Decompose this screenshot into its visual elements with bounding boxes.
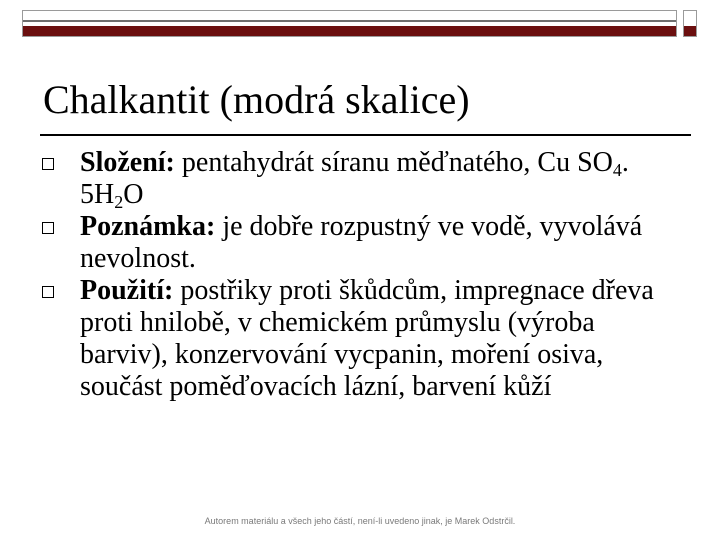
formula-oxygen: O bbox=[123, 179, 144, 210]
bullet-list bbox=[40, 147, 680, 403]
top-decor-square bbox=[683, 10, 697, 37]
formula-subscript-2: 2 bbox=[114, 192, 124, 212]
title-divider bbox=[40, 134, 691, 136]
top-decor-bar bbox=[22, 10, 677, 37]
usage-text: postřiky proti škůdcům, impregnace dřeva proti hnilobě, v chemickém průmyslu (výroba barviv), konzervování vycpanin, moření osiva, součást poměďovacích lázní, barvení kůží bbox=[80, 275, 654, 402]
hollow-square-icon bbox=[42, 286, 54, 298]
bullet-note bbox=[40, 211, 680, 275]
author-footer: Autorem materiálu a všech jeho částí, není-li uvedeno jinak, je Marek Odstrčil. bbox=[204, 516, 516, 526]
note-label: Poznámka: bbox=[80, 211, 216, 242]
hollow-square-icon bbox=[42, 222, 54, 234]
bullet-usage bbox=[40, 275, 680, 403]
usage-label: Použití: bbox=[80, 275, 174, 306]
note-text: je dobře rozpustný ve vodě, vyvolává nevolnost. bbox=[80, 211, 643, 274]
formula-hydrate: . 5H bbox=[80, 147, 629, 210]
bullet-composition bbox=[40, 147, 680, 211]
hollow-square-icon bbox=[42, 158, 54, 170]
formula-subscript-4: 4 bbox=[612, 160, 622, 180]
slide-title: Chalkantit (modrá skalice) bbox=[43, 77, 470, 122]
composition-label: Složení: bbox=[80, 147, 175, 178]
composition-text: pentahydrát síranu měďnatého, Cu SO bbox=[174, 147, 613, 178]
